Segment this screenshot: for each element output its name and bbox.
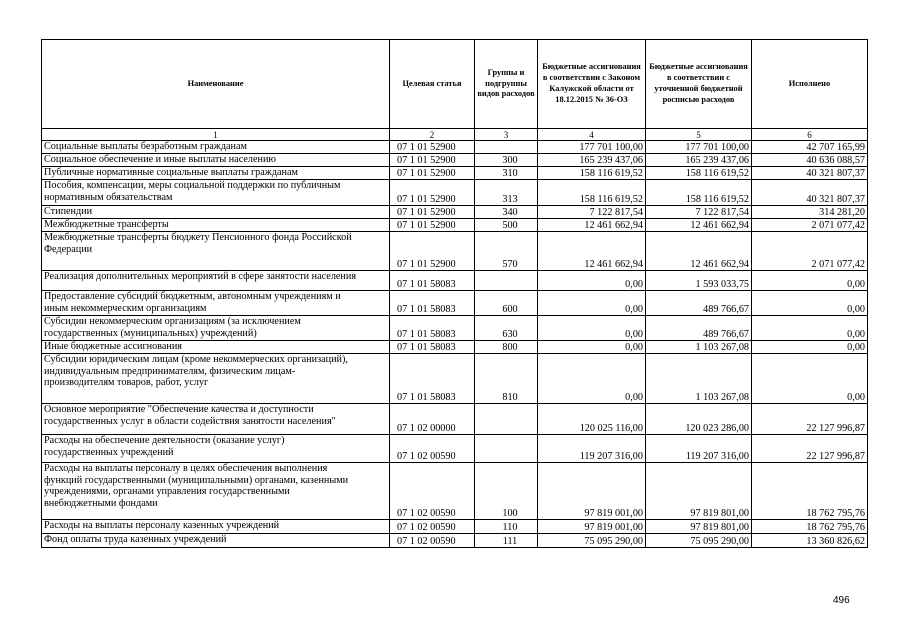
row-refined-allocation: 158 116 619,52 bbox=[646, 167, 752, 180]
header-refined-allocations: Бюджетные ассигнования в соответствии с уточненной бюджетной росписью расходов bbox=[646, 40, 752, 129]
table-row bbox=[42, 520, 868, 534]
row-law-allocation: 158 116 619,52 bbox=[538, 180, 646, 206]
row-target-article: 07 1 01 52900 bbox=[390, 167, 475, 180]
row-expense-group: 300 bbox=[475, 154, 538, 167]
row-name bbox=[42, 206, 390, 219]
row-executed: 42 707 165,99 bbox=[752, 141, 868, 154]
row-executed: 13 360 826,62 bbox=[752, 534, 868, 548]
row-name bbox=[42, 232, 390, 271]
row-name bbox=[42, 219, 390, 232]
row-name-line: нормативным обязательствам bbox=[44, 191, 173, 203]
row-name bbox=[42, 291, 390, 316]
row-name-line: Расходы на обеспечение деятельности (оказание услуг) bbox=[44, 435, 285, 446]
row-executed: 22 127 996,87 bbox=[752, 435, 868, 463]
row-law-allocation: 12 461 662,94 bbox=[538, 232, 646, 271]
row-target-article: 07 1 02 00590 bbox=[390, 534, 475, 548]
row-law-allocation: 75 095 290,00 bbox=[538, 534, 646, 548]
row-name bbox=[42, 404, 390, 435]
row-expense-group: 310 bbox=[475, 167, 538, 180]
row-name-line: функций государственными (муниципальными) органами, казенными bbox=[44, 474, 349, 486]
row-name-line: производителям товаров, работ, услуг bbox=[44, 377, 209, 388]
row-refined-allocation: 12 461 662,94 bbox=[646, 232, 752, 271]
row-expense-group: 810 bbox=[475, 354, 538, 404]
column-number: 3 bbox=[475, 129, 538, 141]
header-law-allocations: Бюджетные ассигнования в соответствии с Законом Калужской области от 18.12.2015 № 36-ОЗ bbox=[538, 40, 646, 129]
table-header-row bbox=[42, 40, 868, 129]
table-row bbox=[42, 271, 868, 291]
row-target-article: 07 1 02 00590 bbox=[390, 435, 475, 463]
row-name-line: Расходы на выплаты персоналу казенных учреждений bbox=[44, 520, 280, 531]
row-name bbox=[42, 534, 390, 548]
row-expense-group: 600 bbox=[475, 291, 538, 316]
table-row bbox=[42, 141, 868, 154]
row-executed: 0,00 bbox=[752, 316, 868, 341]
row-refined-allocation: 97 819 801,00 bbox=[646, 463, 752, 520]
row-law-allocation: 165 239 437,06 bbox=[538, 154, 646, 167]
row-law-allocation: 120 025 116,00 bbox=[538, 404, 646, 435]
table-row bbox=[42, 341, 868, 354]
row-law-allocation: 0,00 bbox=[538, 291, 646, 316]
row-target-article: 07 1 01 52900 bbox=[390, 180, 475, 206]
row-refined-allocation: 165 239 437,06 bbox=[646, 154, 752, 167]
row-name-line: внебюджетными фондами bbox=[44, 497, 158, 509]
row-expense-group: 570 bbox=[475, 232, 538, 271]
column-number-row bbox=[42, 129, 868, 141]
row-name-line: Субсидии некоммерческим организациям (за исключением bbox=[44, 316, 301, 327]
row-law-allocation: 158 116 619,52 bbox=[538, 167, 646, 180]
row-executed: 0,00 bbox=[752, 291, 868, 316]
row-expense-group bbox=[475, 271, 538, 291]
table-body bbox=[42, 141, 868, 548]
header-expense-groups: Группы и подгруппы видов расходов bbox=[475, 40, 538, 129]
row-name-line: учреждениями, органами управления государственными bbox=[44, 486, 290, 497]
row-name-line: Предоставление субсидий бюджетным, автономным учреждениям и bbox=[44, 291, 341, 302]
row-name-line: Пособия, компенсации, меры социальной поддержки по публичным bbox=[44, 180, 341, 191]
row-name-line: государственных услуг в области содействия занятости населения" bbox=[44, 415, 336, 427]
row-expense-group bbox=[475, 404, 538, 435]
row-refined-allocation: 1 103 267,08 bbox=[646, 341, 752, 354]
row-target-article: 07 1 01 58083 bbox=[390, 316, 475, 341]
table-row bbox=[42, 404, 868, 435]
row-target-article: 07 1 02 00590 bbox=[390, 463, 475, 520]
row-law-allocation: 177 701 100,00 bbox=[538, 141, 646, 154]
row-expense-group: 800 bbox=[475, 341, 538, 354]
row-law-allocation: 0,00 bbox=[538, 354, 646, 404]
table-row bbox=[42, 354, 868, 404]
row-executed: 2 071 077,42 bbox=[752, 219, 868, 232]
table-row bbox=[42, 435, 868, 463]
row-law-allocation: 97 819 001,00 bbox=[538, 520, 646, 534]
row-name bbox=[42, 435, 390, 463]
row-name-line: Публичные нормативные социальные выплаты гражданам bbox=[44, 167, 298, 178]
table-row bbox=[42, 316, 868, 341]
row-target-article: 07 1 02 00590 bbox=[390, 520, 475, 534]
row-target-article: 07 1 01 52900 bbox=[390, 206, 475, 219]
header-name: Наименование bbox=[42, 40, 390, 129]
row-law-allocation: 0,00 bbox=[538, 341, 646, 354]
table-row bbox=[42, 219, 868, 232]
row-target-article: 07 1 01 52900 bbox=[390, 232, 475, 271]
row-executed: 18 762 795,76 bbox=[752, 520, 868, 534]
table-row bbox=[42, 154, 868, 167]
row-target-article: 07 1 02 00000 bbox=[390, 404, 475, 435]
row-refined-allocation: 489 766,67 bbox=[646, 291, 752, 316]
row-executed: 0,00 bbox=[752, 354, 868, 404]
row-name bbox=[42, 463, 390, 520]
row-name bbox=[42, 341, 390, 354]
budget-execution-table bbox=[41, 39, 868, 548]
row-expense-group: 111 bbox=[475, 534, 538, 548]
row-name-line: Социальное обеспечение и иные выплаты населению bbox=[44, 154, 277, 165]
row-expense-group: 340 bbox=[475, 206, 538, 219]
row-executed: 0,00 bbox=[752, 271, 868, 291]
page-number: 496 bbox=[833, 595, 850, 606]
row-name bbox=[42, 180, 390, 206]
row-name bbox=[42, 520, 390, 534]
row-refined-allocation: 1 103 267,08 bbox=[646, 354, 752, 404]
table-row bbox=[42, 463, 868, 520]
column-number: 2 bbox=[390, 129, 475, 141]
row-target-article: 07 1 01 58083 bbox=[390, 354, 475, 404]
header-target-article: Целевая статья bbox=[390, 40, 475, 129]
row-law-allocation: 0,00 bbox=[538, 271, 646, 291]
row-name bbox=[42, 271, 390, 291]
column-number: 6 bbox=[752, 129, 868, 141]
row-target-article: 07 1 01 52900 bbox=[390, 141, 475, 154]
row-name-line: Межбюджетные трансферты бюджету Пенсионного фонда Российской bbox=[44, 232, 352, 243]
row-name-line: государственных учреждений bbox=[44, 446, 174, 458]
row-expense-group: 110 bbox=[475, 520, 538, 534]
row-executed: 40 321 807,37 bbox=[752, 167, 868, 180]
row-name-line: Иные бюджетные ассигнования bbox=[44, 341, 182, 352]
row-name-line: Расходы на выплаты персоналу в целях обеспечения выполнения bbox=[44, 463, 328, 474]
row-refined-allocation: 158 116 619,52 bbox=[646, 180, 752, 206]
table-row bbox=[42, 232, 868, 271]
row-expense-group: 313 bbox=[475, 180, 538, 206]
row-law-allocation: 0,00 bbox=[538, 316, 646, 341]
row-name-line: Фонд оплаты труда казенных учреждений bbox=[44, 534, 227, 545]
row-executed: 40 321 807,37 bbox=[752, 180, 868, 206]
header-executed: Исполнено bbox=[752, 40, 868, 129]
row-name-line: Субсидии юридическим лицам (кроме некоммерческих организаций), bbox=[44, 354, 348, 365]
row-target-article: 07 1 01 52900 bbox=[390, 154, 475, 167]
row-name-line: Основное мероприятие "Обеспечение качества и доступности bbox=[44, 404, 314, 415]
table-row bbox=[42, 291, 868, 316]
row-expense-group bbox=[475, 435, 538, 463]
row-refined-allocation: 97 819 801,00 bbox=[646, 520, 752, 534]
row-refined-allocation: 120 023 286,00 bbox=[646, 404, 752, 435]
column-number: 4 bbox=[538, 129, 646, 141]
budget-report-sheet bbox=[41, 39, 867, 548]
row-target-article: 07 1 01 58083 bbox=[390, 291, 475, 316]
row-target-article: 07 1 01 58083 bbox=[390, 271, 475, 291]
row-expense-group bbox=[475, 141, 538, 154]
row-law-allocation: 119 207 316,00 bbox=[538, 435, 646, 463]
table-row bbox=[42, 534, 868, 548]
row-refined-allocation: 75 095 290,00 bbox=[646, 534, 752, 548]
row-target-article: 07 1 01 58083 bbox=[390, 341, 475, 354]
row-name-line: Межбюджетные трансферты bbox=[44, 219, 169, 230]
row-name bbox=[42, 167, 390, 180]
row-name-line: индивидуальным предпринимателям, физическим лицам- bbox=[44, 365, 296, 377]
row-name bbox=[42, 316, 390, 341]
row-executed: 18 762 795,76 bbox=[752, 463, 868, 520]
column-number: 5 bbox=[646, 129, 752, 141]
row-name-line: Федерации bbox=[44, 243, 93, 255]
row-refined-allocation: 489 766,67 bbox=[646, 316, 752, 341]
row-expense-group: 100 bbox=[475, 463, 538, 520]
row-name-line: Реализация дополнительных мероприятий в сфере занятости населения bbox=[44, 271, 357, 282]
row-law-allocation: 7 122 817,54 bbox=[538, 206, 646, 219]
row-name-line: государственных (муниципальных) учреждений) bbox=[44, 327, 257, 339]
row-name-line: Стипендии bbox=[44, 206, 93, 217]
row-expense-group: 630 bbox=[475, 316, 538, 341]
row-executed: 314 281,20 bbox=[752, 206, 868, 219]
row-target-article: 07 1 01 52900 bbox=[390, 219, 475, 232]
table-row bbox=[42, 167, 868, 180]
row-name-line: Социальные выплаты безработным гражданам bbox=[44, 141, 247, 152]
row-refined-allocation: 12 461 662,94 bbox=[646, 219, 752, 232]
row-name bbox=[42, 354, 390, 404]
table-row bbox=[42, 206, 868, 219]
row-expense-group: 500 bbox=[475, 219, 538, 232]
row-name-line: иным некоммерческим организациям bbox=[44, 302, 207, 314]
row-executed: 0,00 bbox=[752, 341, 868, 354]
row-refined-allocation: 177 701 100,00 bbox=[646, 141, 752, 154]
row-refined-allocation: 1 593 033,75 bbox=[646, 271, 752, 291]
row-law-allocation: 12 461 662,94 bbox=[538, 219, 646, 232]
row-law-allocation: 97 819 001,00 bbox=[538, 463, 646, 520]
row-executed: 22 127 996,87 bbox=[752, 404, 868, 435]
row-executed: 40 636 088,57 bbox=[752, 154, 868, 167]
column-number: 1 bbox=[42, 129, 390, 141]
row-name bbox=[42, 154, 390, 167]
row-refined-allocation: 7 122 817,54 bbox=[646, 206, 752, 219]
row-refined-allocation: 119 207 316,00 bbox=[646, 435, 752, 463]
table-row bbox=[42, 180, 868, 206]
row-name bbox=[42, 141, 390, 154]
row-executed: 2 071 077,42 bbox=[752, 232, 868, 271]
